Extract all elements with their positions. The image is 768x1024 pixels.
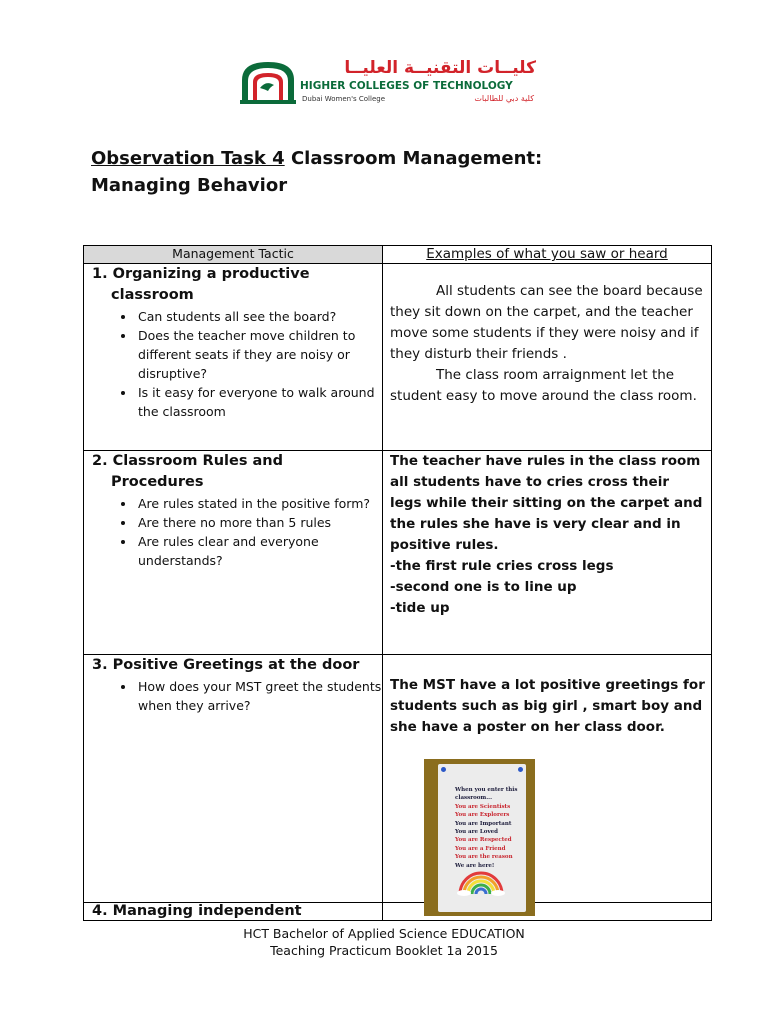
poster-line: You are Loved — [455, 829, 498, 836]
tactic-heading: 4. Managing independent — [92, 903, 302, 919]
answer-line: The MST have a lot positive greetings for students such as big girl , smart boy and she have a poster on her class door. — [390, 677, 705, 735]
column-header-examples: Examples of what you saw or heard — [383, 246, 712, 264]
poster-line: You are the reason — [455, 854, 513, 861]
table-row — [84, 451, 712, 655]
question-list — [84, 677, 382, 715]
logo-campus-text: Dubai Women's College — [302, 95, 385, 103]
tactic-heading: 1. Organizing a productive classroom — [92, 266, 310, 303]
table-row — [84, 903, 712, 921]
question-item: • Are there no more than 5 rules — [136, 513, 382, 532]
answer-paragraph: All students can see the board because they sit down on the carpet, and the teacher move some students if they were noisy and if they disturb their friends . — [390, 283, 703, 362]
poster-line: You are Respected — [455, 837, 512, 844]
answer-text — [383, 655, 711, 738]
column-header-tactic: Management Tactic — [84, 246, 383, 264]
question-item: • Are rules stated in the positive form? — [136, 494, 382, 513]
question-item: • Is it easy for everyone to walk around the classroom — [136, 383, 382, 421]
table-row — [84, 655, 712, 903]
poster-line: You are a Friend — [455, 845, 506, 852]
document-title — [91, 145, 711, 199]
tactic-heading: 2. Classroom Rules and Procedures — [92, 453, 283, 490]
college-logo — [238, 58, 538, 108]
pin-icon — [518, 767, 523, 772]
question-item: • How does your MST greet the students when they arrive? — [136, 677, 382, 715]
college-emblem-icon — [238, 58, 298, 106]
answer-paragraph: The class room arraignment let the student easy to move around the class room. — [390, 367, 697, 404]
poster-line: We are here! — [455, 862, 495, 869]
title-task: Observation Task 4 — [91, 148, 285, 169]
question-item: • Does the teacher move children to different seats if they are noisy or disruptive? — [136, 326, 382, 383]
poster-line: You are Scientists — [455, 803, 511, 810]
poster-line: You are Important — [455, 820, 512, 827]
title-topic: Classroom Management: — [284, 148, 543, 169]
rainbow-icon — [456, 870, 506, 896]
question-item: • Are rules clear and everyone understands? — [136, 532, 382, 570]
poster-line: classroom... — [455, 795, 492, 802]
logo-arabic-text: كليــات التقنيــة العليــا — [344, 58, 536, 78]
tactic-cell — [84, 903, 383, 921]
question-list — [84, 494, 382, 570]
observation-table — [83, 245, 712, 921]
answer-line: -second one is to line up — [390, 579, 577, 595]
answer-line: -the first rule cries cross legs — [390, 558, 614, 574]
classroom-door-poster-photo — [424, 759, 535, 916]
logo-english-text: HIGHER COLLEGES OF TECHNOLOGY — [300, 80, 513, 92]
poster-sheet — [438, 764, 526, 912]
title-subtopic: Managing Behavior — [91, 175, 288, 196]
logo-campus-arabic-text: كلية دبي للطالبات — [474, 94, 534, 103]
answer-cell — [383, 264, 712, 451]
tactic-cell — [84, 264, 383, 451]
poster-line: You are Explorers — [455, 812, 510, 819]
answer-line: -tide up — [390, 600, 450, 616]
table-row — [84, 264, 712, 451]
footer-line: HCT Bachelor of Applied Science EDUCATION — [243, 926, 525, 941]
answer-text — [383, 451, 711, 619]
tactic-cell — [84, 451, 383, 655]
tactic-heading: 3. Positive Greetings at the door — [92, 657, 360, 673]
poster-line: When you enter this — [455, 787, 518, 793]
answer-text — [383, 264, 711, 407]
question-item: • Can students all see the board? — [136, 307, 382, 326]
page-footer — [0, 925, 768, 959]
pin-icon — [441, 767, 446, 772]
tactic-cell — [84, 655, 383, 903]
answer-cell — [383, 451, 712, 655]
table-header-row — [84, 246, 712, 264]
question-list — [84, 307, 382, 421]
answer-line: The teacher have rules in the class room all students have to cries cross their legs while their sitting on the carpet and the rules she have is very clear and in positive rules. — [390, 453, 703, 553]
footer-line: Teaching Practicum Booklet 1a 2015 — [270, 943, 498, 958]
